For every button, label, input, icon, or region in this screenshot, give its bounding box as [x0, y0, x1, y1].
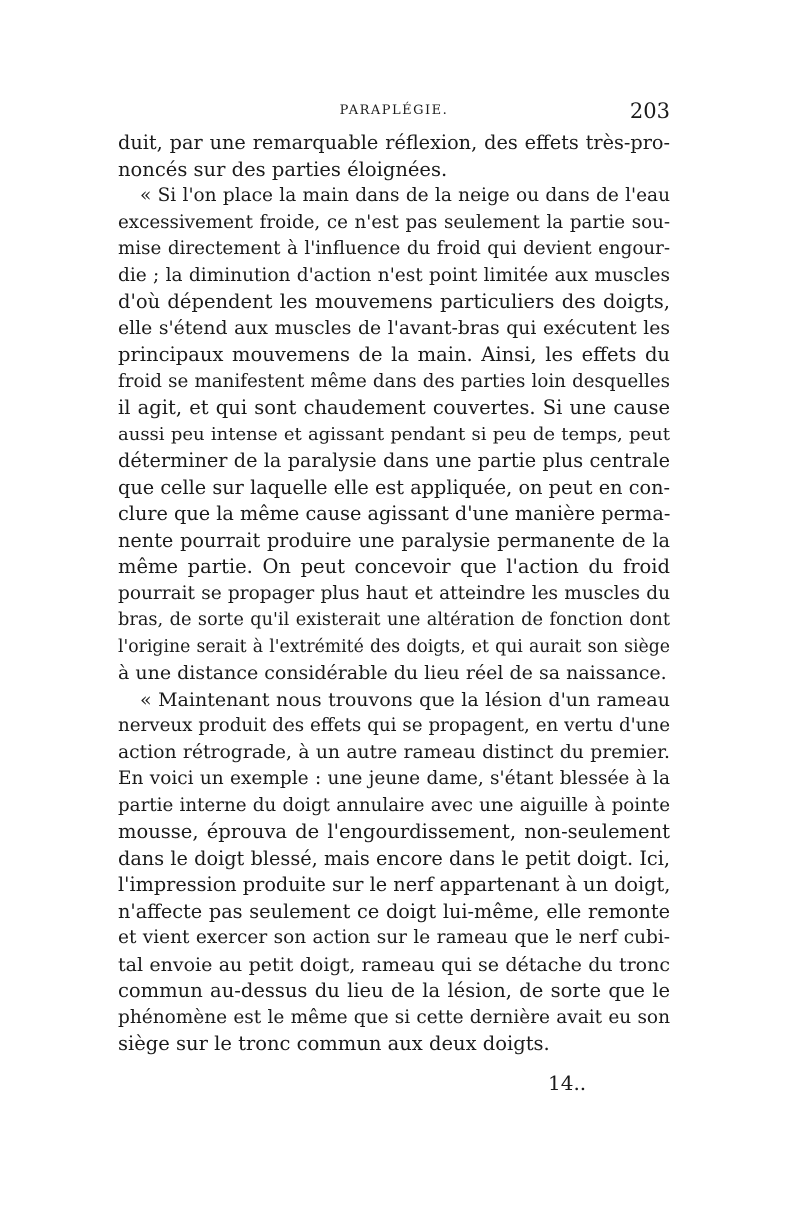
text-line: siège sur le tronc commun aux deux doigts. — [118, 1032, 550, 1055]
text-line: duit, par une remarquable réflexion, des effets très-pro- — [118, 131, 670, 154]
text-line: mousse, éprouva de l'engourdissement, non-seulement — [118, 820, 670, 843]
text-line: tal envoie au petit doigt, rameau qui se détache du tronc — [118, 953, 670, 976]
text-line: l'impression produite sur le nerf appartenant à un doigt, — [118, 873, 670, 896]
text-line: dans le doigt blessé, mais encore dans le petit doigt. Ici, — [118, 846, 670, 870]
page-header — [118, 96, 670, 126]
text-line: nente pourrait produire une paralysie permanente de la — [118, 528, 670, 552]
text-line: et vient exercer son action sur le rameau que le nerf cubi- — [118, 927, 670, 948]
text-line: noncés sur des parties éloignées. — [118, 157, 448, 181]
text-line: déterminer de la paralysie dans une partie plus centrale — [118, 449, 670, 472]
text-line: même partie. On peut concevoir que l'action du froid — [118, 555, 670, 578]
text-line: « Si l'on place la main dans de la neige ou dans de l'eau — [140, 185, 670, 206]
text-line: n'affecte pas seulement ce doigt lui-même, elle remonte — [118, 899, 670, 923]
text-line: elle s'étend aux muscles de l'avant-bras qui exécutent les — [118, 317, 670, 339]
text-line: aussi peu intense et agissant pendant si peu de temps, peut — [118, 423, 670, 445]
text-line: froid se manifestent même dans des parties loin desquelles — [118, 370, 670, 392]
text-line: excessivement froide, ce n'est pas seulement la partie sou- — [118, 211, 670, 233]
text-line: nerveux produit des effets qui se propagent, en vertu d'une — [118, 715, 670, 736]
text-line: « Maintenant nous trouvons que la lésion d'un rameau — [140, 688, 670, 711]
text-line: pourrait se propager plus haut et atteindre les muscles du — [118, 582, 670, 604]
text-line: En voici un exemple : une jeune dame, s'étant blessée à la — [118, 768, 670, 789]
body-text — [118, 130, 670, 1058]
text-line: il agit, et qui sont chaudement couvertes. Si une cause — [118, 396, 670, 419]
text-line: que celle sur laquelle elle est appliquée, on peut en con- — [118, 475, 670, 499]
text-line: clure que la même cause agissant d'une manière perma- — [118, 502, 670, 525]
text-line: partie interne du doigt annulaire avec une aiguille à pointe — [118, 794, 670, 816]
text-line: die ; la diminution d'action n'est point limitée aux muscles — [118, 264, 670, 286]
text-line: commun au-dessus du lieu de la lésion, de sorte que le — [118, 979, 670, 1002]
page-number: 203 — [629, 99, 670, 123]
text-line: à une distance considérable du lieu réel de sa naissance. — [118, 662, 667, 684]
text-line: mise directement à l'influence du froid qui devient engour- — [118, 238, 670, 259]
text-line: d'où dépendent les mouvemens particuliers des doigts, — [118, 290, 670, 313]
text-line: action rétrograde, à un autre rameau distinct du premier. — [118, 741, 670, 763]
text-line: principaux mouvemens de la main. Ainsi, les effets du — [118, 343, 670, 366]
text-line: l'origine serait à l'extrémité des doigts, et qui aurait son siège — [118, 636, 670, 657]
text-line: bras, de sorte qu'il existerait une altération de fonction dont — [118, 610, 670, 630]
running-title: PARAPLÉGIE. — [339, 103, 449, 118]
text-line: phénomène est le même que si cette dernière avait eu son — [118, 1006, 670, 1028]
signature-mark: 14.. — [548, 1071, 587, 1095]
